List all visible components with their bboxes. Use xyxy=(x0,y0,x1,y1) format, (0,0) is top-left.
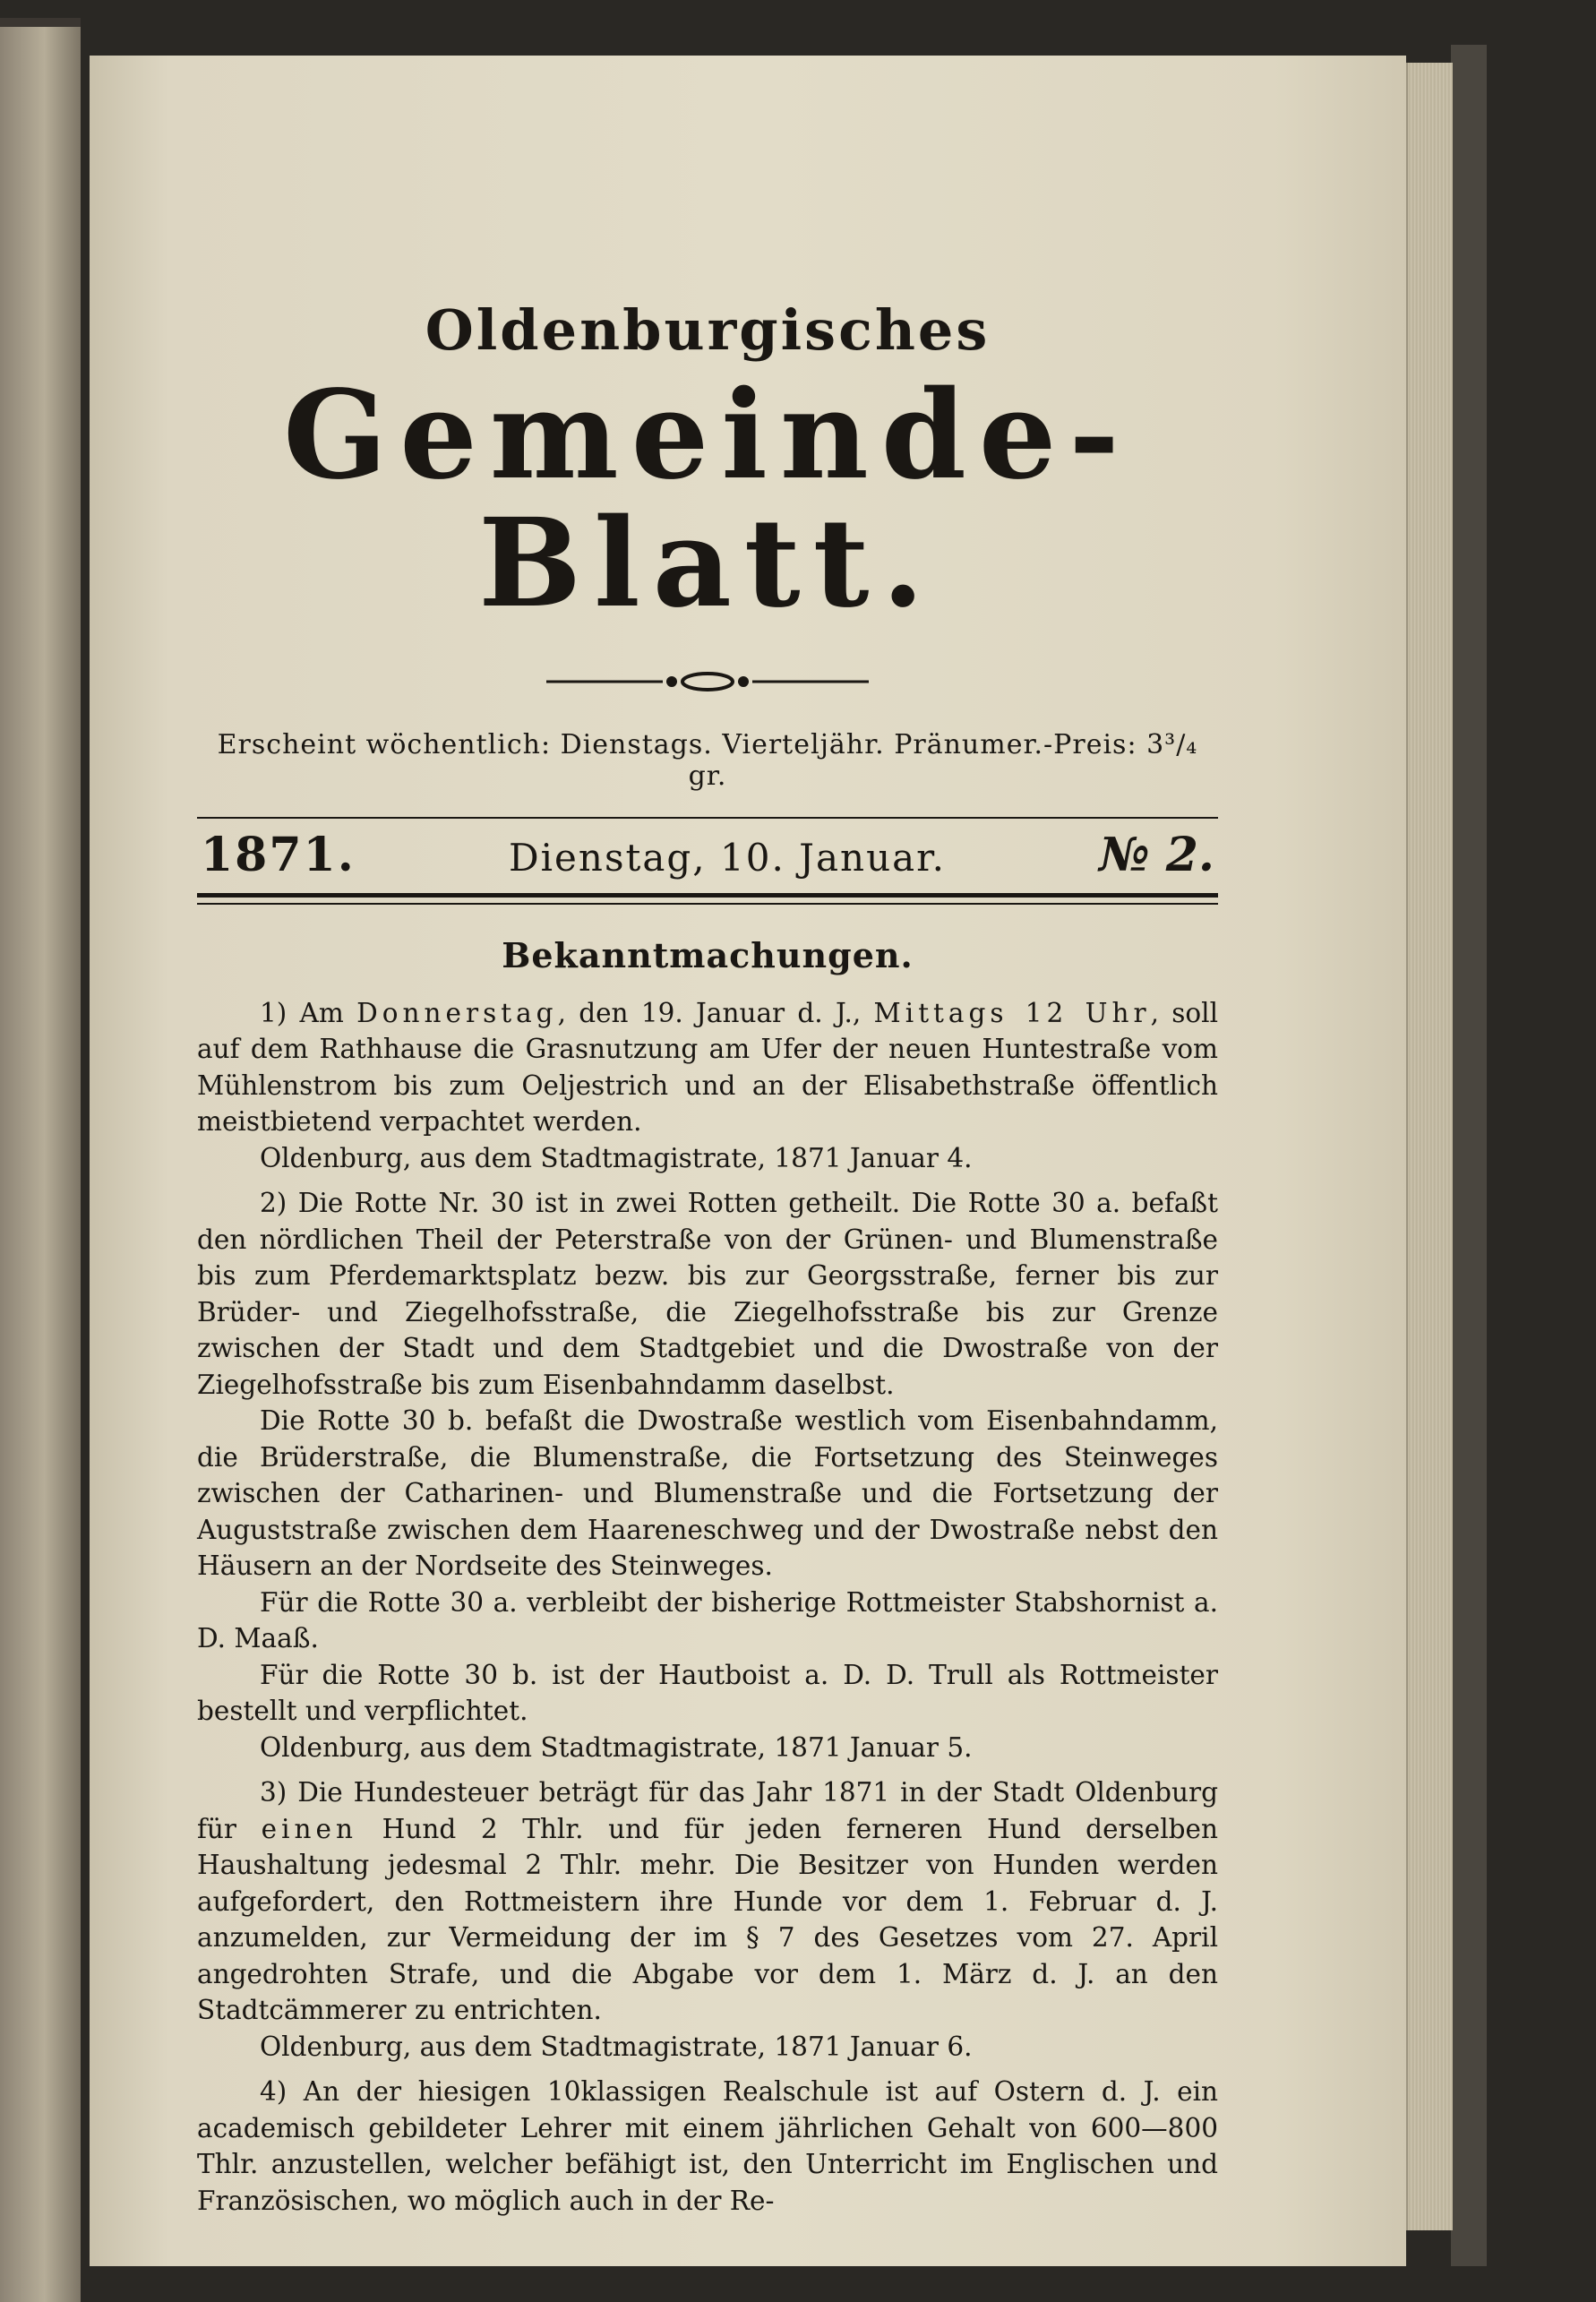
notice-3-text-b: einen xyxy=(261,1813,357,1844)
ornament-flourish-icon xyxy=(546,668,869,695)
notice-3-text-a: 3) Die Hundesteuer beträgt für das Jahr 1871 in der Stadt Oldenburg für xyxy=(197,1777,1218,1844)
book-spine xyxy=(1451,45,1487,2266)
notice-1-text-d: Mittags 12 Uhr xyxy=(873,997,1151,1028)
notice-1-text-e: , soll auf dem Rathhause die Grasnutzung am Ufer der neuen Huntestraße vom Mühlenstrom bis zum Oeljestrich und an der Elisabethstraße öffentlich meistbietend verpachtet werden. xyxy=(197,997,1219,1138)
double-divider-rule xyxy=(197,893,1218,905)
previous-page-edge xyxy=(0,18,81,2302)
section-heading: Bekanntmachungen. xyxy=(502,934,914,975)
notice-2-para-3: Für die Rotte 30 a. verbleibt der bisherige Rottmeister Stabshornist a. D. Maaß. xyxy=(197,1586,1218,1654)
publication-info: Erscheint wöchentlich: Dienstags. Vierteljähr. Pränumer.-Preis: 3³/₄ gr. xyxy=(217,728,1198,792)
notice-1-signature: Oldenburg, aus dem Stadtmagistrate, 1871 Januar 4. xyxy=(260,1142,973,1173)
notice-3-text-c: Hund 2 Thlr. und für jeden ferneren Hund derselben Haushaltung jedesmal 2 Thlr. mehr. Die Besitzer von Hunden werden aufgefordert, den Rottmeistern ihre Hunde vor dem 1. Februar d. J. anzumelden, zur Vermeidung der im § 7 des Gesetzes vom 27. April angedrohten Strafe, und die Abgabe vor dem 1. März d. J. an den Stadtcämmerer zu entrichten. xyxy=(197,1813,1218,2026)
issue-dateline xyxy=(197,828,1218,882)
notice-2-para-2: Die Rotte 30 b. befaßt die Dwostraße westlich vom Eisenbahndamm, die Brüderstraße, die Blumenstraße, die Fortsetzung des Steinweges zwischen der Catharinen- und Blumenstraße und die Fortsetzung der Auguststraße zwischen dem Haareneschweg und der Dwostraße nebst den Häusern an der Nordseite des Steinweges. xyxy=(197,1405,1218,1582)
page-content xyxy=(197,244,1218,2219)
ornament-divider xyxy=(546,668,869,695)
notice-1-text-b: Donnerstag xyxy=(356,997,558,1028)
notice-2-para-4: Für die Rotte 30 b. ist der Hautboist a. D. D. Trull als Rottmeister bestellt und verpflichtet. xyxy=(197,1659,1218,1727)
masthead-title: Gemeinde-Blatt. xyxy=(283,364,1132,635)
issue-date: Dienstag, 10. Januar. xyxy=(508,835,946,880)
notice-2-para-1: 2) Die Rotte Nr. 30 ist in zwei Rotten getheilt. Die Rotte 30 a. befaßt den nördlichen Theil der Peterstraße von der Grünen- und Blumenstraße bis zum Pferdemarktsplatz bezw. bis zur Georgsstraße, ferner bis zur Brüder- und Ziegelhofsstraße, die Ziegelhofsstraße bis zur Grenze zwischen der Stadt und dem Stadtgebiet und die Dwostraße von der Ziegelhofsstraße bis zum Eisenbahndamm daselbst. xyxy=(197,1188,1218,1400)
issue-year: 1871. xyxy=(201,827,356,882)
notice-2-signature: Oldenburg, aus dem Stadtmagistrate, 1871 Januar 5. xyxy=(260,1731,973,1763)
notice-1 xyxy=(197,995,1218,1140)
notice-3-signature: Oldenburg, aus dem Stadtmagistrate, 1871 Januar 6. xyxy=(260,2031,973,2062)
masthead-subtitle: Oldenburgisches xyxy=(425,297,991,363)
newspaper-page xyxy=(90,56,1406,2266)
issue-number: № 2. xyxy=(1099,827,1214,882)
page-stack-edge xyxy=(1406,63,1453,2230)
notice-1-text-c: , den 19. Januar d. J., xyxy=(557,997,874,1028)
notice-1-text-a: 1) Am xyxy=(260,997,357,1028)
article-body xyxy=(197,995,1218,2220)
divider-rule xyxy=(197,817,1218,819)
notice-4: 4) An der hiesigen 10klassigen Realschule ist auf Ostern d. J. ein academisch gebildeter Lehrer mit einem jährlichen Gehalt von 600—800 Thlr. anzustellen, welcher befähigt ist, den Unterricht im Englischen und Französischen, wo möglich auch in der Re- xyxy=(197,2076,1218,2216)
notice-3 xyxy=(197,1774,1218,2029)
